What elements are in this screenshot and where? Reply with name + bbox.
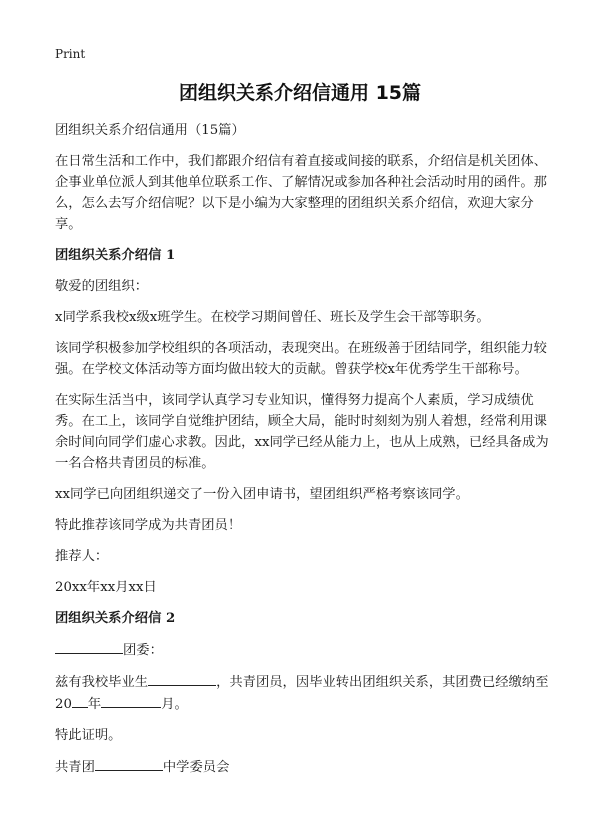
- letter-1-recommender: 推荐人：: [55, 549, 109, 564]
- letter-1-paragraph: x同学系我校x级x班学生。在校学习期间曾任、班长及学生会干部等职务。: [55, 310, 490, 325]
- letter-2-body: [55, 671, 549, 715]
- blank-line: [101, 693, 161, 708]
- blank-line: [95, 756, 163, 771]
- body-text: ，共青团员，因毕业转出团组织关系，其团费已经缴纳至20: [55, 675, 549, 712]
- blank-line: [72, 693, 88, 708]
- blank-line: [55, 639, 123, 654]
- signature-suffix: 中学委员会: [162, 760, 230, 775]
- letter-1-heading: 团组织关系介绍信 1: [55, 248, 176, 263]
- body-text: 月。: [161, 697, 188, 712]
- letter-1-date: 20xx年xx月xx日: [55, 580, 157, 595]
- document-body: [55, 120, 549, 788]
- document-subtitle: 团组织关系介绍信通用（15篇）: [55, 123, 245, 138]
- intro-paragraph: 在日常生活和工作中，我们都跟介绍信有着直接或间接的联系，介绍信是机关团体、企事业单位派人到其他单位联系工作、了解情况或参加各种社会活动时用的函件。那么，怎么去写介绍信呢？以下是小编为大家整理的团组织关系介绍信，欢迎大家分享。: [55, 154, 547, 232]
- document-title: 团组织关系介绍信通用 15篇: [178, 82, 422, 104]
- letter-2-heading: 团组织关系介绍信 2: [55, 611, 176, 626]
- letter-2-certify: 特此证明。: [55, 728, 122, 743]
- body-text: 兹有我校毕业生: [55, 675, 149, 690]
- letter-1-paragraph: xx同学已向团组织递交了一份入团申请书，望团组织严格考察该同学。: [55, 487, 469, 502]
- print-label[interactable]: Print: [55, 47, 86, 61]
- letter-2-addressee: [55, 639, 549, 661]
- letter-1-salutation: 敬爱的团组织：: [55, 279, 149, 294]
- letter-2-signature: [55, 756, 549, 778]
- letter-1-paragraph: 该同学积极参加学校组织的各项活动，表现突出。在班级善于团结同学，组织能力较强。在学校文体活动等方面均做出较大的贡献。曾获学校x年优秀学生干部称号。: [55, 341, 547, 377]
- letter-1-paragraph: 特此推荐该同学成为共青团员！: [55, 518, 242, 533]
- body-text: 年: [87, 697, 102, 712]
- blank-line: [148, 671, 216, 686]
- signature-prefix: 共青团: [55, 760, 95, 775]
- committee-suffix: 团委：: [123, 643, 163, 658]
- letter-1-paragraph: 在实际生活当中，该同学认真学习专业知识，懂得努力提高个人素质，学习成绩优秀。在工上，该同学自觉维护团结，顾全大局，能时时刻刻为别人着想，经常利用课余时间向同学们虚心求教。因此，xx同学已经从能力上，也从上成熟，已经具备成为一名合格共青团员的标准。: [55, 393, 549, 471]
